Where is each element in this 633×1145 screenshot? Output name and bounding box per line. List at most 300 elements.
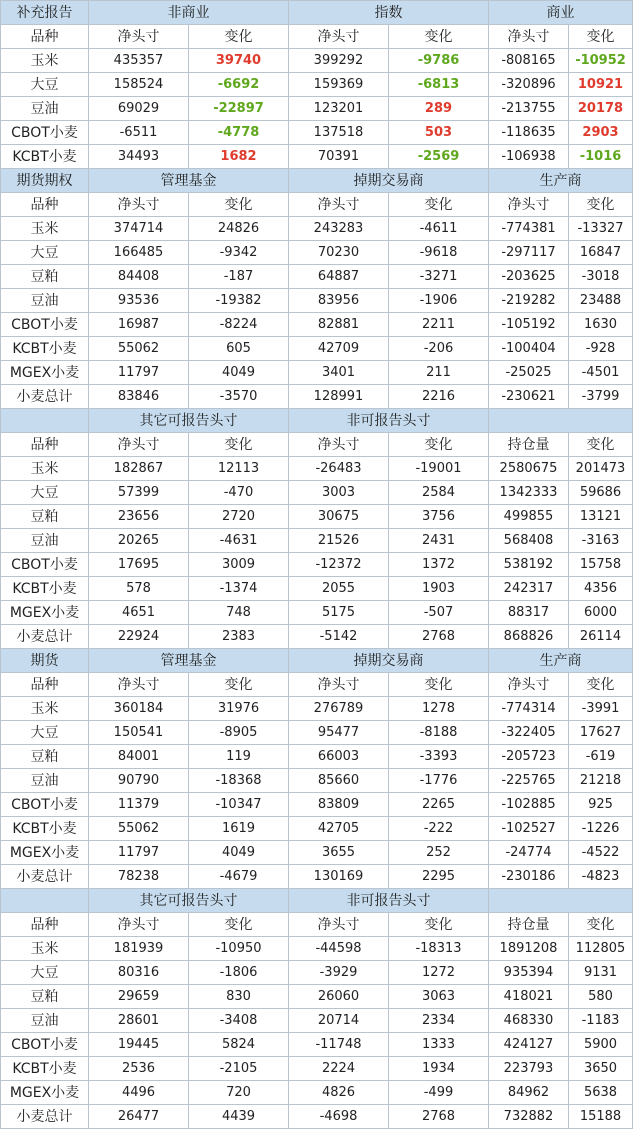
commodity-cell: 大豆 [1, 721, 89, 745]
column-header: 品种 [1, 25, 89, 49]
change-cell: 503 [389, 121, 489, 145]
commodity-cell: 豆油 [1, 769, 89, 793]
value-cell: 83809 [289, 793, 389, 817]
table-row [1, 289, 633, 313]
group-header: 掉期交易商 [289, 169, 489, 193]
table-row [1, 865, 633, 889]
change-cell: -1374 [189, 577, 289, 601]
change-cell: -10952 [569, 49, 633, 73]
value-cell: 83956 [289, 289, 389, 313]
change-cell: 2584 [389, 481, 489, 505]
table-row [1, 1081, 633, 1105]
column-header-row [1, 193, 633, 217]
table-row [1, 817, 633, 841]
value-cell: 1342333 [489, 481, 569, 505]
value-cell: 20714 [289, 1009, 389, 1033]
change-cell: -470 [189, 481, 289, 505]
value-cell: -203625 [489, 265, 569, 289]
value-cell: 4651 [89, 601, 189, 625]
table-row [1, 553, 633, 577]
value-cell: 159369 [289, 73, 389, 97]
change-cell: 4049 [189, 841, 289, 865]
value-cell: 499855 [489, 505, 569, 529]
change-cell: 1372 [389, 553, 489, 577]
commodity-cell: 豆粕 [1, 745, 89, 769]
value-cell: 732882 [489, 1105, 569, 1129]
change-cell: 605 [189, 337, 289, 361]
value-cell: 2536 [89, 1057, 189, 1081]
table-row [1, 793, 633, 817]
column-header: 净头寸 [489, 673, 569, 697]
column-header-row [1, 913, 633, 937]
value-cell: 28601 [89, 1009, 189, 1033]
value-cell: -11748 [289, 1033, 389, 1057]
change-cell: 5824 [189, 1033, 289, 1057]
commodity-cell: 小麦总计 [1, 865, 89, 889]
column-header: 变化 [569, 673, 633, 697]
section-header-row [1, 169, 633, 193]
value-cell: 11797 [89, 841, 189, 865]
value-cell: -24774 [489, 841, 569, 865]
change-cell: 2903 [569, 121, 633, 145]
table-row [1, 1057, 633, 1081]
column-header: 持仓量 [489, 433, 569, 457]
value-cell: -320896 [489, 73, 569, 97]
column-header: 净头寸 [89, 673, 189, 697]
value-cell: 64887 [289, 265, 389, 289]
change-cell: -1776 [389, 769, 489, 793]
change-cell: -13327 [569, 217, 633, 241]
change-cell: 1682 [189, 145, 289, 169]
change-cell: -1016 [569, 145, 633, 169]
value-cell: 418021 [489, 985, 569, 1009]
value-cell: 150541 [89, 721, 189, 745]
change-cell: -3991 [569, 697, 633, 721]
commodity-cell: MGEX小麦 [1, 361, 89, 385]
change-cell: 2334 [389, 1009, 489, 1033]
change-cell: 1272 [389, 961, 489, 985]
column-header: 变化 [389, 25, 489, 49]
group-header: 非可报告头寸 [289, 889, 489, 913]
commodity-cell: 玉米 [1, 217, 89, 241]
value-cell: 26477 [89, 1105, 189, 1129]
change-cell: -3163 [569, 529, 633, 553]
change-cell: 580 [569, 985, 633, 1009]
commodity-cell: 豆粕 [1, 505, 89, 529]
section-title: 期货 [1, 649, 89, 673]
value-cell: 435357 [89, 49, 189, 73]
change-cell: -3018 [569, 265, 633, 289]
change-cell: 4439 [189, 1105, 289, 1129]
change-cell: -499 [389, 1081, 489, 1105]
value-cell: 70391 [289, 145, 389, 169]
change-cell: 16847 [569, 241, 633, 265]
change-cell: -507 [389, 601, 489, 625]
value-cell: 374714 [89, 217, 189, 241]
column-header: 品种 [1, 673, 89, 697]
value-cell: -3929 [289, 961, 389, 985]
value-cell: -5142 [289, 625, 389, 649]
change-cell: -19001 [389, 457, 489, 481]
change-cell: -4631 [189, 529, 289, 553]
commodity-cell: 玉米 [1, 937, 89, 961]
change-cell: -928 [569, 337, 633, 361]
column-header: 净头寸 [489, 25, 569, 49]
table-row [1, 625, 633, 649]
column-header: 净头寸 [289, 913, 389, 937]
value-cell: 42709 [289, 337, 389, 361]
table-row [1, 361, 633, 385]
change-cell: -9342 [189, 241, 289, 265]
value-cell: 30675 [289, 505, 389, 529]
section-header-row [1, 889, 633, 913]
value-cell: 3401 [289, 361, 389, 385]
value-cell: 78238 [89, 865, 189, 889]
change-cell: -3799 [569, 385, 633, 409]
change-cell: 1903 [389, 577, 489, 601]
column-header: 变化 [189, 433, 289, 457]
change-cell: -22897 [189, 97, 289, 121]
change-cell: 17627 [569, 721, 633, 745]
change-cell: -9618 [389, 241, 489, 265]
change-cell: -4823 [569, 865, 633, 889]
commodity-cell: 玉米 [1, 457, 89, 481]
value-cell: -230621 [489, 385, 569, 409]
change-cell: -1906 [389, 289, 489, 313]
value-cell: 85660 [289, 769, 389, 793]
section-header-row [1, 1, 633, 25]
table-row [1, 721, 633, 745]
value-cell: 17695 [89, 553, 189, 577]
value-cell: 80316 [89, 961, 189, 985]
change-cell: 39740 [189, 49, 289, 73]
change-cell: 6000 [569, 601, 633, 625]
value-cell: 69029 [89, 97, 189, 121]
change-cell: 21218 [569, 769, 633, 793]
column-header: 品种 [1, 193, 89, 217]
value-cell: -105192 [489, 313, 569, 337]
column-header-row [1, 25, 633, 49]
change-cell: -8224 [189, 313, 289, 337]
change-cell: 2720 [189, 505, 289, 529]
change-cell: -4679 [189, 865, 289, 889]
commodity-cell: KCBT小麦 [1, 1057, 89, 1081]
column-header: 净头寸 [289, 433, 389, 457]
change-cell: 5900 [569, 1033, 633, 1057]
change-cell: 2383 [189, 625, 289, 649]
table-row [1, 961, 633, 985]
value-cell: 88317 [489, 601, 569, 625]
change-cell: -4778 [189, 121, 289, 145]
value-cell: 2224 [289, 1057, 389, 1081]
value-cell: 34493 [89, 145, 189, 169]
column-header: 净头寸 [289, 193, 389, 217]
change-cell: -4522 [569, 841, 633, 865]
value-cell: -102885 [489, 793, 569, 817]
section-title: 补充报告 [1, 1, 89, 25]
change-cell: -4611 [389, 217, 489, 241]
commodity-cell: 豆油 [1, 529, 89, 553]
commodity-cell: CBOT小麦 [1, 553, 89, 577]
group-header: 其它可报告头寸 [89, 409, 289, 433]
value-cell: 182867 [89, 457, 189, 481]
change-cell: 12113 [189, 457, 289, 481]
value-cell: -102527 [489, 817, 569, 841]
value-cell: 360184 [89, 697, 189, 721]
table-row [1, 1033, 633, 1057]
table-row [1, 145, 633, 169]
change-cell: 119 [189, 745, 289, 769]
commodity-cell: KCBT小麦 [1, 145, 89, 169]
change-cell: 59686 [569, 481, 633, 505]
column-header: 变化 [389, 913, 489, 937]
column-header: 持仓量 [489, 913, 569, 937]
change-cell: -8188 [389, 721, 489, 745]
commodity-cell: 玉米 [1, 697, 89, 721]
section-title [1, 889, 89, 913]
change-cell: 2211 [389, 313, 489, 337]
change-cell: -3393 [389, 745, 489, 769]
change-cell: 4049 [189, 361, 289, 385]
value-cell: 84001 [89, 745, 189, 769]
table-row [1, 49, 633, 73]
group-header [489, 409, 633, 433]
value-cell: 2580675 [489, 457, 569, 481]
change-cell: -3570 [189, 385, 289, 409]
value-cell: 70230 [289, 241, 389, 265]
value-cell: 90790 [89, 769, 189, 793]
value-cell: -225765 [489, 769, 569, 793]
value-cell: 276789 [289, 697, 389, 721]
value-cell: 243283 [289, 217, 389, 241]
value-cell: 42705 [289, 817, 389, 841]
value-cell: -808165 [489, 49, 569, 73]
value-cell: -774314 [489, 697, 569, 721]
change-cell: 2216 [389, 385, 489, 409]
value-cell: 26060 [289, 985, 389, 1009]
table-row [1, 937, 633, 961]
column-header: 变化 [569, 913, 633, 937]
table-row [1, 481, 633, 505]
change-cell: -1183 [569, 1009, 633, 1033]
change-cell: 15188 [569, 1105, 633, 1129]
table-row [1, 97, 633, 121]
section-header-row [1, 649, 633, 673]
change-cell: 201473 [569, 457, 633, 481]
change-cell: 2768 [389, 625, 489, 649]
value-cell: -118635 [489, 121, 569, 145]
value-cell: 16987 [89, 313, 189, 337]
column-header: 变化 [569, 25, 633, 49]
value-cell: 128991 [289, 385, 389, 409]
value-cell: 84962 [489, 1081, 569, 1105]
column-header: 变化 [189, 25, 289, 49]
column-header: 净头寸 [89, 193, 189, 217]
change-cell: 20178 [569, 97, 633, 121]
column-header: 变化 [189, 913, 289, 937]
value-cell: 166485 [89, 241, 189, 265]
value-cell: 538192 [489, 553, 569, 577]
commodity-cell: 小麦总计 [1, 1105, 89, 1129]
change-cell: 252 [389, 841, 489, 865]
commodity-cell: 豆粕 [1, 265, 89, 289]
change-cell: -2569 [389, 145, 489, 169]
value-cell: 123201 [289, 97, 389, 121]
change-cell: 1934 [389, 1057, 489, 1081]
change-cell: 5638 [569, 1081, 633, 1105]
group-header: 其它可报告头寸 [89, 889, 289, 913]
change-cell: 23488 [569, 289, 633, 313]
value-cell: 22924 [89, 625, 189, 649]
column-header: 品种 [1, 913, 89, 937]
value-cell: 130169 [289, 865, 389, 889]
value-cell: 935394 [489, 961, 569, 985]
value-cell: 4496 [89, 1081, 189, 1105]
table-row [1, 745, 633, 769]
change-cell: 13121 [569, 505, 633, 529]
change-cell: 211 [389, 361, 489, 385]
table-row [1, 217, 633, 241]
table-row [1, 577, 633, 601]
commodity-cell: 豆油 [1, 97, 89, 121]
change-cell: 720 [189, 1081, 289, 1105]
commodity-cell: 豆粕 [1, 985, 89, 1009]
commodity-cell: MGEX小麦 [1, 841, 89, 865]
value-cell: 3655 [289, 841, 389, 865]
value-cell: -106938 [489, 145, 569, 169]
value-cell: 93536 [89, 289, 189, 313]
group-header [489, 889, 633, 913]
commodity-cell: KCBT小麦 [1, 817, 89, 841]
column-header-row [1, 433, 633, 457]
change-cell: 26114 [569, 625, 633, 649]
change-cell: -10950 [189, 937, 289, 961]
change-cell: -9786 [389, 49, 489, 73]
value-cell: 468330 [489, 1009, 569, 1033]
commodity-cell: 大豆 [1, 241, 89, 265]
change-cell: 15758 [569, 553, 633, 577]
value-cell: 55062 [89, 337, 189, 361]
column-header-row [1, 673, 633, 697]
change-cell: 3650 [569, 1057, 633, 1081]
table-row [1, 1105, 633, 1129]
table-body [1, 1, 633, 1129]
value-cell: 83846 [89, 385, 189, 409]
table-row [1, 265, 633, 289]
column-header: 净头寸 [289, 673, 389, 697]
commodity-cell: 玉米 [1, 49, 89, 73]
table-row [1, 841, 633, 865]
group-header: 指数 [289, 1, 489, 25]
value-cell: 1891208 [489, 937, 569, 961]
value-cell: 29659 [89, 985, 189, 1009]
change-cell: -1806 [189, 961, 289, 985]
change-cell: -6692 [189, 73, 289, 97]
column-header: 品种 [1, 433, 89, 457]
table-row [1, 121, 633, 145]
column-header: 净头寸 [289, 25, 389, 49]
change-cell: 3756 [389, 505, 489, 529]
value-cell: 3003 [289, 481, 389, 505]
group-header: 管理基金 [89, 649, 289, 673]
value-cell: -219282 [489, 289, 569, 313]
value-cell: -26483 [289, 457, 389, 481]
change-cell: -3408 [189, 1009, 289, 1033]
change-cell: -1226 [569, 817, 633, 841]
group-header: 非商业 [89, 1, 289, 25]
column-header: 变化 [389, 673, 489, 697]
commodity-cell: CBOT小麦 [1, 313, 89, 337]
column-header: 变化 [389, 433, 489, 457]
table-row [1, 73, 633, 97]
change-cell: 24826 [189, 217, 289, 241]
value-cell: 578 [89, 577, 189, 601]
change-cell: 289 [389, 97, 489, 121]
value-cell: 11797 [89, 361, 189, 385]
commodity-cell: KCBT小麦 [1, 577, 89, 601]
change-cell: 2768 [389, 1105, 489, 1129]
commodity-cell: CBOT小麦 [1, 793, 89, 817]
change-cell: 112805 [569, 937, 633, 961]
value-cell: 55062 [89, 817, 189, 841]
commodity-cell: CBOT小麦 [1, 121, 89, 145]
value-cell: 20265 [89, 529, 189, 553]
column-header: 变化 [189, 193, 289, 217]
change-cell: -18368 [189, 769, 289, 793]
change-cell: 2431 [389, 529, 489, 553]
commodity-cell: MGEX小麦 [1, 601, 89, 625]
group-header: 生产商 [489, 169, 633, 193]
change-cell: 2265 [389, 793, 489, 817]
column-header: 变化 [389, 193, 489, 217]
commodity-cell: 大豆 [1, 481, 89, 505]
value-cell: 181939 [89, 937, 189, 961]
value-cell: 57399 [89, 481, 189, 505]
commodity-cell: 大豆 [1, 961, 89, 985]
change-cell: -4501 [569, 361, 633, 385]
value-cell: 868826 [489, 625, 569, 649]
change-cell: -10347 [189, 793, 289, 817]
change-cell: 3009 [189, 553, 289, 577]
column-header: 变化 [569, 193, 633, 217]
change-cell: -619 [569, 745, 633, 769]
section-header-row [1, 409, 633, 433]
change-cell: 748 [189, 601, 289, 625]
value-cell: 5175 [289, 601, 389, 625]
commodity-cell: MGEX小麦 [1, 1081, 89, 1105]
value-cell: -25025 [489, 361, 569, 385]
table-row [1, 457, 633, 481]
value-cell: 82881 [289, 313, 389, 337]
column-header: 净头寸 [89, 25, 189, 49]
table-row [1, 601, 633, 625]
change-cell: -19382 [189, 289, 289, 313]
change-cell: 9131 [569, 961, 633, 985]
value-cell: -6511 [89, 121, 189, 145]
change-cell: -6813 [389, 73, 489, 97]
change-cell: 1619 [189, 817, 289, 841]
value-cell: 568408 [489, 529, 569, 553]
commodity-cell: 小麦总计 [1, 625, 89, 649]
value-cell: -205723 [489, 745, 569, 769]
change-cell: 2295 [389, 865, 489, 889]
value-cell: -213755 [489, 97, 569, 121]
commodity-cell: 豆油 [1, 1009, 89, 1033]
value-cell: 19445 [89, 1033, 189, 1057]
value-cell: -297117 [489, 241, 569, 265]
table-row [1, 505, 633, 529]
change-cell: 31976 [189, 697, 289, 721]
